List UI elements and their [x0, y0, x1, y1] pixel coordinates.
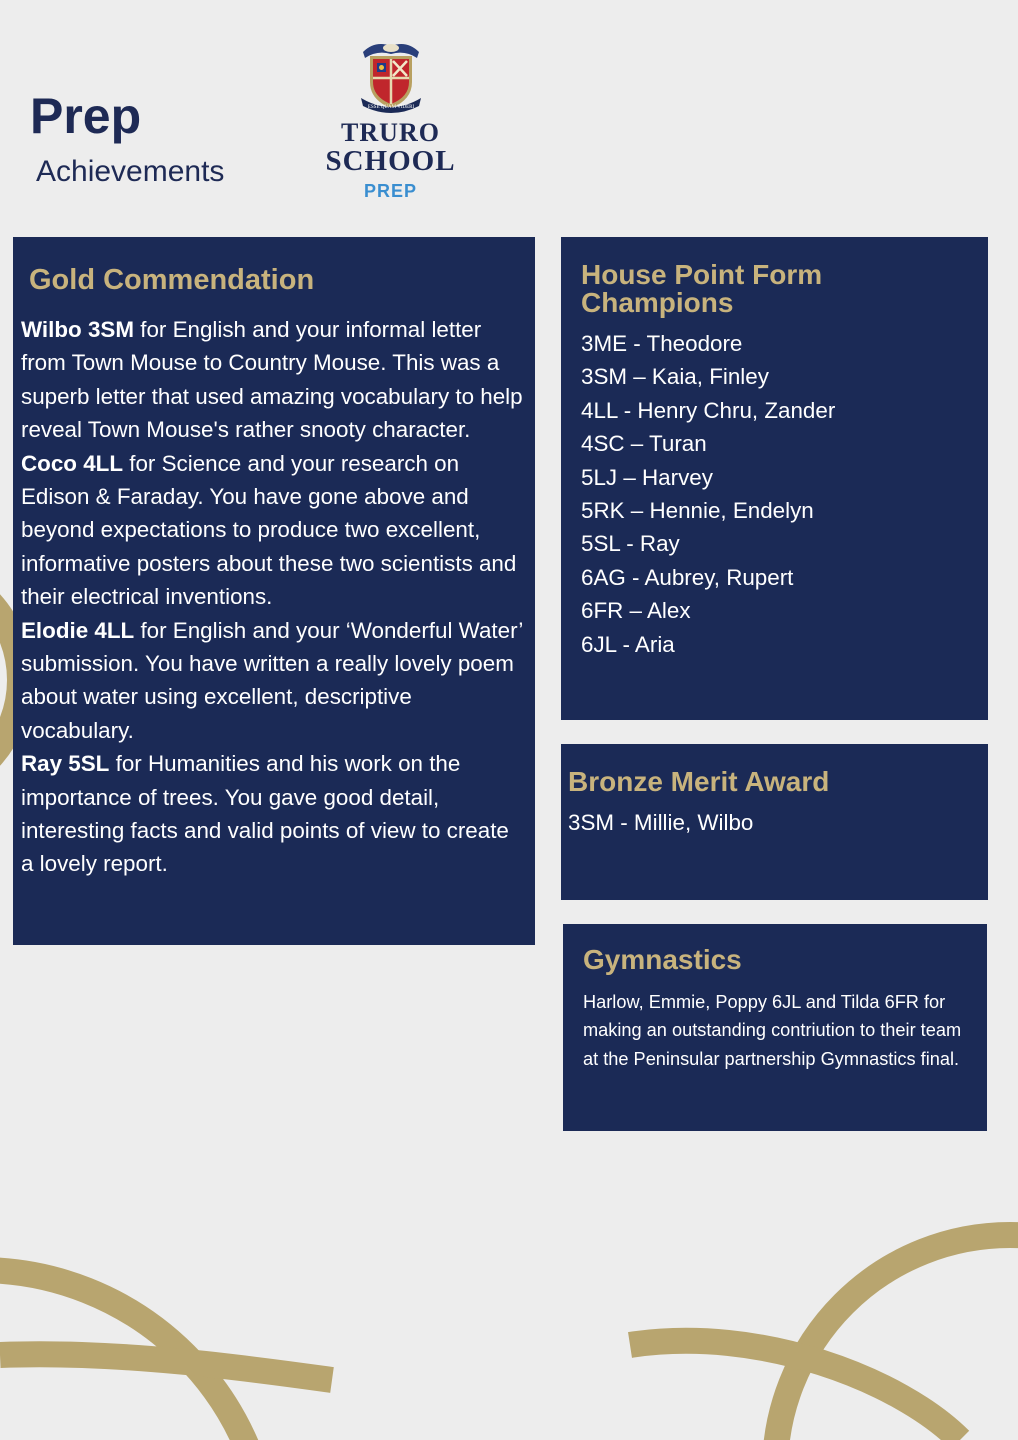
entry-text: for Science and your research on Edison & Faraday. You have gone above and beyond expectations to produce two excellent, informative posters about these two scientists and their electrical inventions.	[21, 450, 517, 610]
house-point-row: 3ME - Theodore	[581, 331, 743, 356]
gymnastics-heading: Gymnastics	[583, 944, 742, 975]
arc-bottom-left-inner	[0, 1354, 332, 1380]
crest-icon	[353, 38, 429, 114]
bronze-merit-heading: Bronze Merit Award	[568, 766, 830, 797]
bronze-merit-card	[561, 744, 988, 900]
commendation-entry	[21, 313, 525, 447]
house-point-row: 3SM – Kaia, Finley	[581, 364, 769, 390]
entry-name: Coco 4LL	[21, 450, 124, 476]
entry-text: for Humanities and his work on the importance of trees. You gave good detail, interesting facts and valid points of view to create a lovely report.	[21, 751, 509, 877]
house-point-row: 6AG - Aubrey, Rupert	[581, 564, 794, 590]
house-point-row: 5LJ – Harvey	[581, 464, 713, 490]
house-point-champions-card	[561, 237, 988, 720]
house-point-row: 4SC – Turan	[581, 431, 707, 457]
house-point-row: 6JL - Aria	[581, 631, 675, 657]
commendation-entry	[21, 747, 525, 881]
house-point-row: 6FR – Alex	[581, 598, 691, 624]
bronze-merit-row: 3SM - Millie, Wilbo	[568, 810, 754, 835]
house-point-heading	[581, 261, 978, 317]
logo-line1: TRURO	[341, 118, 440, 147]
house-point-heading-line1: House Point Form	[581, 259, 823, 290]
arc-bottom-right	[775, 1235, 1018, 1440]
house-point-row: 4LL - Henry Chru, Zander	[581, 397, 836, 423]
house-point-row: 5SL - Ray	[581, 531, 680, 557]
entry-text: for English and your informal letter from Town Mouse to Country Mouse. This was a superb letter that used amazing vocabulary to help reveal Town Mouse's rather snooty character.	[21, 316, 523, 443]
commendation-entry	[21, 447, 525, 614]
page-subtitle: Achievements	[36, 155, 225, 188]
gymnastics-card	[563, 924, 987, 1131]
gold-commendation-card	[13, 237, 535, 945]
logo-line3: PREP	[363, 181, 418, 201]
gymnastics-text: Harlow, Emmie, Poppy 6JL and Tilda 6FR for making an outstanding contriution to their team at the Peninsular partnership Gymnastics final.	[583, 992, 962, 1069]
commendation-entry	[21, 614, 525, 748]
logo-line2: SCHOOL	[325, 145, 456, 177]
entry-name: Elodie 4LL	[21, 617, 135, 643]
entry-name: Wilbo 3SM	[21, 316, 134, 342]
house-point-row: 5RK – Hennie, Endelyn	[581, 498, 814, 524]
entry-name: Ray 5SL	[21, 751, 110, 777]
gold-commendation-heading: Gold Commendation	[29, 264, 315, 296]
crest-motto: ESSE QUAM VIDERI	[367, 105, 414, 110]
house-point-heading-line2: Champions	[581, 287, 734, 318]
page-title: Prep	[30, 88, 142, 144]
entry-text: for English and your ‘Wonderful Water’ submission. You have written a really lovely poem about water using excellent, descriptive vocabulary.	[21, 617, 523, 743]
school-logo	[318, 38, 463, 208]
